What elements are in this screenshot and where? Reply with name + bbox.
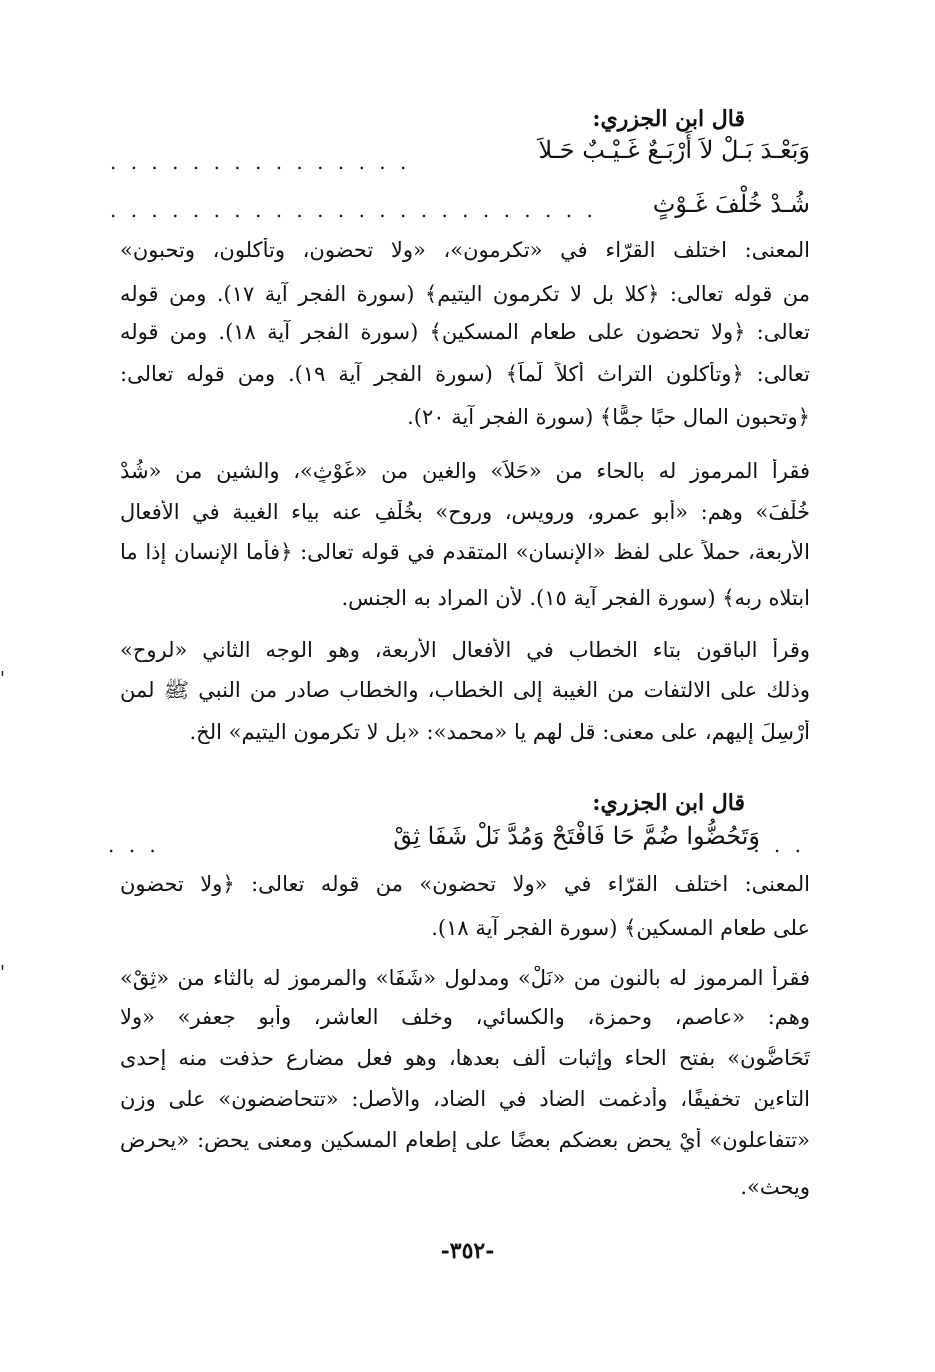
text-line: فقرأ المرموز له بالنون من «نَلْ» ومدلول «شَفَا» والمرموز له بالثاء من «ثِقْ» — [120, 966, 810, 990]
text-line: تعالى: ﴿وتأكلون التراث أكلاً لّماً﴾ (سورة الفجر آية ١٩). ومن قوله تعالى: — [120, 362, 810, 386]
text-line: فقرأ المرموز له بالحاء من «حَلاَ» والغين من «غَوْثٍ»، والشين من «شُدْ — [120, 459, 810, 483]
text-line: وذلك على الالتفات من الغيبة إلى الخطاب، والخطاب صادر من النبي ﷺ لمن — [120, 678, 810, 702]
verse-line: وَتَحُضُّوا ضُمَّ حَا فَافْتَحْ وَمُدَّ نَلْ شَفَا ثِقْ — [393, 822, 760, 850]
section-heading: قال ابن الجزري: — [592, 790, 745, 816]
text-line: الأربعة، حملاً على لفظ «الإنسان» المتقدم في قوله تعالى: ﴿فأما الإنسان إذا ما — [120, 540, 810, 564]
text-line: المعنى: اختلف القرّاء في «تكرمون»، «ولا تحضون، وتأكلون، وتحبون» — [120, 238, 810, 262]
text-line: تعالى: ﴿ولا تحضون على طعام المسكين﴾ (سورة الفجر آية ١٨). ومن قوله — [120, 320, 810, 344]
section-heading: قال ابن الجزري: — [592, 106, 745, 132]
text-line: ويحث». — [740, 1175, 810, 1199]
text-line: على طعام المسكين﴾ (سورة الفجر آية ١٨). — [431, 916, 810, 940]
verse-dots: . . . . . . . . . . . . . . . — [110, 150, 411, 174]
text-line: التاءين تخفيفًا، وأدغمت الضاد في الضاد، والأصل: «تتحاضضون» على وزن — [120, 1087, 810, 1111]
margin-mark: ' — [0, 668, 5, 689]
text-line: «تتفاعلون» أيْ يحض بعضكم بعضًا على إطعام المسكين ومعنى يحض: «يحرض — [120, 1128, 810, 1152]
verse-dots: . . . — [108, 833, 160, 857]
verse-line: وَبَعْـدَ بَـلْ لاَ أَرْبَـعٌ غَـيْـبٌ حَـلاَ — [538, 136, 810, 164]
verse-dots: . . . . . . . . . . . . . . . . . . . . . . . . — [110, 198, 597, 222]
page-number: -٣٥٢- — [440, 1238, 495, 1264]
text-line: من قوله تعالى: ﴿كلا بل لا تكرمون اليتيم﴾ (سورة الفجر آية ١٧). ومن قوله — [120, 282, 810, 306]
text-line: المعنى: اختلف القرّاء في «ولا تحضون» من قوله تعالى: ﴿ولا تحضون — [120, 872, 810, 896]
text-line: ﴿وتحبون المال حبًا جمًّا﴾ (سورة الفجر آية ٢٠). — [407, 405, 810, 429]
text-line: ابتلاه ربه﴾ (سورة الفجر آية ١٥). لأن المراد به الجنس. — [341, 586, 810, 610]
text-line: وهم: «عاصم، وحمزة، والكسائي، وخلف العاشر، وأبو جعفر» «ولا — [120, 1005, 810, 1029]
text-line: أُرْسِلَ إليهم، على معنى: قل لهم يا «محمد»: «بل لا تكرمون اليتيم» الخ. — [189, 720, 810, 744]
margin-mark: ' — [0, 962, 5, 983]
text-line: وقرأ الباقون بتاء الخطاب في الأفعال الأربعة، وهو الوجه الثاني «لروح» — [120, 638, 810, 662]
verse-line: شُـدْ خُلْفَ غَـوْثٍ — [652, 190, 810, 218]
verse-dots: . . . — [753, 833, 805, 857]
text-line: خُلْفَ» وهم: «أبو عمرو، ورويس، وروح» بخُلْفٍ عنه بياء الغيبة في الأفعال — [120, 500, 810, 524]
text-line: تَحَاضُّون» بفتح الحاء وإثبات ألف بعدها، وهو فعل مضارع حذفت منه إحدى — [120, 1046, 810, 1070]
